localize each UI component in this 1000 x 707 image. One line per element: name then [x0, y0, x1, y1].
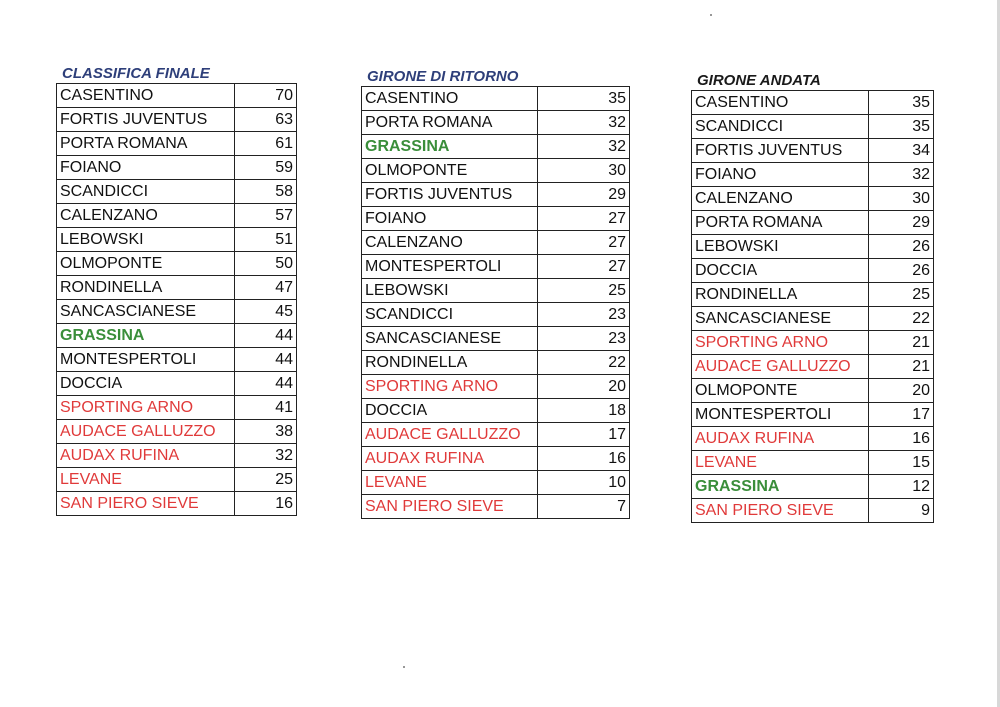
- team-points: 23: [538, 327, 630, 351]
- table-row: [362, 399, 630, 423]
- team-name: LEVANE: [362, 471, 538, 495]
- team-name: SPORTING ARNO: [692, 331, 869, 355]
- team-points: 50: [235, 252, 297, 276]
- team-name: MONTESPERTOLI: [692, 403, 869, 427]
- table-row: [57, 324, 297, 348]
- team-name: MONTESPERTOLI: [57, 348, 235, 372]
- team-name: RONDINELLA: [57, 276, 235, 300]
- table-row: [692, 259, 934, 283]
- team-points: 32: [235, 444, 297, 468]
- table-row: [57, 468, 297, 492]
- table-row: [362, 447, 630, 471]
- team-points: 32: [538, 111, 630, 135]
- team-points: 35: [869, 91, 934, 115]
- table-row: [57, 84, 297, 108]
- team-points: 21: [869, 331, 934, 355]
- team-points: 32: [869, 163, 934, 187]
- team-points: 17: [538, 423, 630, 447]
- scan-speck: [403, 666, 405, 668]
- team-name: SAN PIERO SIEVE: [362, 495, 538, 519]
- team-points: 27: [538, 207, 630, 231]
- table-title: GIRONE ANDATA: [697, 72, 821, 89]
- table-row: [692, 91, 934, 115]
- team-points: 26: [869, 259, 934, 283]
- table-row: [57, 348, 297, 372]
- team-points: 29: [869, 211, 934, 235]
- team-points: 44: [235, 348, 297, 372]
- table-row: [362, 375, 630, 399]
- team-points: 25: [869, 283, 934, 307]
- team-points: 22: [538, 351, 630, 375]
- team-name: SPORTING ARNO: [362, 375, 538, 399]
- table-row: [362, 183, 630, 207]
- team-name: SANCASCIANESE: [57, 300, 235, 324]
- team-name: SCANDICCI: [362, 303, 538, 327]
- team-name: LEBOWSKI: [692, 235, 869, 259]
- table-row: [692, 187, 934, 211]
- team-name: SAN PIERO SIEVE: [692, 499, 869, 523]
- scan-speck: [710, 14, 712, 16]
- team-name: FORTIS JUVENTUS: [362, 183, 538, 207]
- team-name: SANCASCIANESE: [692, 307, 869, 331]
- team-name: OLMOPONTE: [692, 379, 869, 403]
- team-points: 12: [869, 475, 934, 499]
- team-name: SAN PIERO SIEVE: [57, 492, 235, 516]
- team-name: OLMOPONTE: [362, 159, 538, 183]
- table-row: [57, 156, 297, 180]
- team-name: LEBOWSKI: [57, 228, 235, 252]
- team-name: OLMOPONTE: [57, 252, 235, 276]
- table-row: [57, 276, 297, 300]
- team-points: 61: [235, 132, 297, 156]
- table-title: CLASSIFICA FINALE: [62, 65, 210, 82]
- team-name: CASENTINO: [362, 87, 538, 111]
- table-row: [57, 396, 297, 420]
- team-points: 41: [235, 396, 297, 420]
- team-points: 70: [235, 84, 297, 108]
- team-points: 22: [869, 307, 934, 331]
- team-points: 35: [538, 87, 630, 111]
- team-points: 7: [538, 495, 630, 519]
- team-name: SCANDICCI: [692, 115, 869, 139]
- team-points: 15: [869, 451, 934, 475]
- table-row: [57, 108, 297, 132]
- team-name: GRASSINA: [57, 324, 235, 348]
- table-row: [362, 231, 630, 255]
- team-name: CALENZANO: [362, 231, 538, 255]
- table-row: [362, 279, 630, 303]
- table-title: GIRONE DI RITORNO: [367, 68, 519, 85]
- team-points: 51: [235, 228, 297, 252]
- team-points: 21: [869, 355, 934, 379]
- girone-andata-block: [691, 72, 934, 523]
- team-name: DOCCIA: [692, 259, 869, 283]
- team-name: LEVANE: [57, 468, 235, 492]
- team-points: 25: [235, 468, 297, 492]
- team-points: 25: [538, 279, 630, 303]
- table-row: [362, 423, 630, 447]
- girone-di-ritorno-block: [361, 68, 630, 519]
- team-name: FOIANO: [362, 207, 538, 231]
- team-name: CASENTINO: [692, 91, 869, 115]
- team-name: SCANDICCI: [57, 180, 235, 204]
- team-points: 16: [538, 447, 630, 471]
- table-row: [362, 159, 630, 183]
- table-row: [57, 444, 297, 468]
- team-points: 10: [538, 471, 630, 495]
- table-row: [362, 207, 630, 231]
- team-name: LEBOWSKI: [362, 279, 538, 303]
- table-row: [362, 87, 630, 111]
- team-points: 20: [869, 379, 934, 403]
- team-name: AUDACE GALLUZZO: [692, 355, 869, 379]
- team-points: 38: [235, 420, 297, 444]
- team-name: PORTA ROMANA: [692, 211, 869, 235]
- table-row: [57, 372, 297, 396]
- table-row: [57, 492, 297, 516]
- team-name: DOCCIA: [362, 399, 538, 423]
- table-row: [692, 451, 934, 475]
- table-row: [692, 427, 934, 451]
- team-name: RONDINELLA: [692, 283, 869, 307]
- team-name: GRASSINA: [692, 475, 869, 499]
- team-points: 29: [538, 183, 630, 207]
- table-row: [692, 355, 934, 379]
- table-row: [362, 327, 630, 351]
- team-points: 34: [869, 139, 934, 163]
- team-points: 44: [235, 324, 297, 348]
- team-points: 27: [538, 231, 630, 255]
- team-points: 16: [869, 427, 934, 451]
- table-row: [692, 235, 934, 259]
- team-points: 17: [869, 403, 934, 427]
- team-name: CALENZANO: [692, 187, 869, 211]
- classifica-finale-block: [56, 65, 297, 516]
- team-points: 44: [235, 372, 297, 396]
- standings-table: [361, 86, 630, 519]
- table-row: [362, 111, 630, 135]
- table-row: [57, 252, 297, 276]
- team-name: CASENTINO: [57, 84, 235, 108]
- table-row: [362, 135, 630, 159]
- team-points: 45: [235, 300, 297, 324]
- table-row: [692, 331, 934, 355]
- table-row: [692, 211, 934, 235]
- team-points: 32: [538, 135, 630, 159]
- team-name: DOCCIA: [57, 372, 235, 396]
- team-points: 9: [869, 499, 934, 523]
- team-points: 57: [235, 204, 297, 228]
- table-row: [362, 495, 630, 519]
- team-name: CALENZANO: [57, 204, 235, 228]
- team-points: 20: [538, 375, 630, 399]
- team-name: AUDACE GALLUZZO: [362, 423, 538, 447]
- table-row: [57, 204, 297, 228]
- team-name: FOIANO: [692, 163, 869, 187]
- team-name: PORTA ROMANA: [57, 132, 235, 156]
- team-points: 18: [538, 399, 630, 423]
- team-name: FOIANO: [57, 156, 235, 180]
- team-name: AUDACE GALLUZZO: [57, 420, 235, 444]
- table-row: [362, 255, 630, 279]
- team-name: AUDAX RUFINA: [692, 427, 869, 451]
- table-row: [692, 139, 934, 163]
- table-row: [57, 180, 297, 204]
- table-row: [362, 351, 630, 375]
- team-name: LEVANE: [692, 451, 869, 475]
- standings-table: [691, 90, 934, 523]
- team-name: RONDINELLA: [362, 351, 538, 375]
- team-points: 30: [869, 187, 934, 211]
- table-row: [692, 379, 934, 403]
- team-points: 27: [538, 255, 630, 279]
- team-points: 26: [869, 235, 934, 259]
- table-row: [692, 403, 934, 427]
- team-name: FORTIS JUVENTUS: [57, 108, 235, 132]
- team-name: PORTA ROMANA: [362, 111, 538, 135]
- table-row: [692, 475, 934, 499]
- table-row: [692, 163, 934, 187]
- team-name: SANCASCIANESE: [362, 327, 538, 351]
- table-row: [362, 303, 630, 327]
- team-points: 35: [869, 115, 934, 139]
- team-points: 30: [538, 159, 630, 183]
- team-points: 16: [235, 492, 297, 516]
- team-name: MONTESPERTOLI: [362, 255, 538, 279]
- team-name: GRASSINA: [362, 135, 538, 159]
- team-name: FORTIS JUVENTUS: [692, 139, 869, 163]
- table-row: [57, 300, 297, 324]
- team-points: 23: [538, 303, 630, 327]
- team-points: 59: [235, 156, 297, 180]
- team-points: 63: [235, 108, 297, 132]
- table-row: [57, 132, 297, 156]
- standings-table: [56, 83, 297, 516]
- table-row: [692, 499, 934, 523]
- team-name: AUDAX RUFINA: [362, 447, 538, 471]
- table-row: [692, 115, 934, 139]
- team-points: 58: [235, 180, 297, 204]
- table-row: [692, 283, 934, 307]
- team-name: AUDAX RUFINA: [57, 444, 235, 468]
- team-name: SPORTING ARNO: [57, 396, 235, 420]
- table-row: [362, 471, 630, 495]
- table-row: [57, 420, 297, 444]
- team-points: 47: [235, 276, 297, 300]
- table-row: [692, 307, 934, 331]
- table-row: [57, 228, 297, 252]
